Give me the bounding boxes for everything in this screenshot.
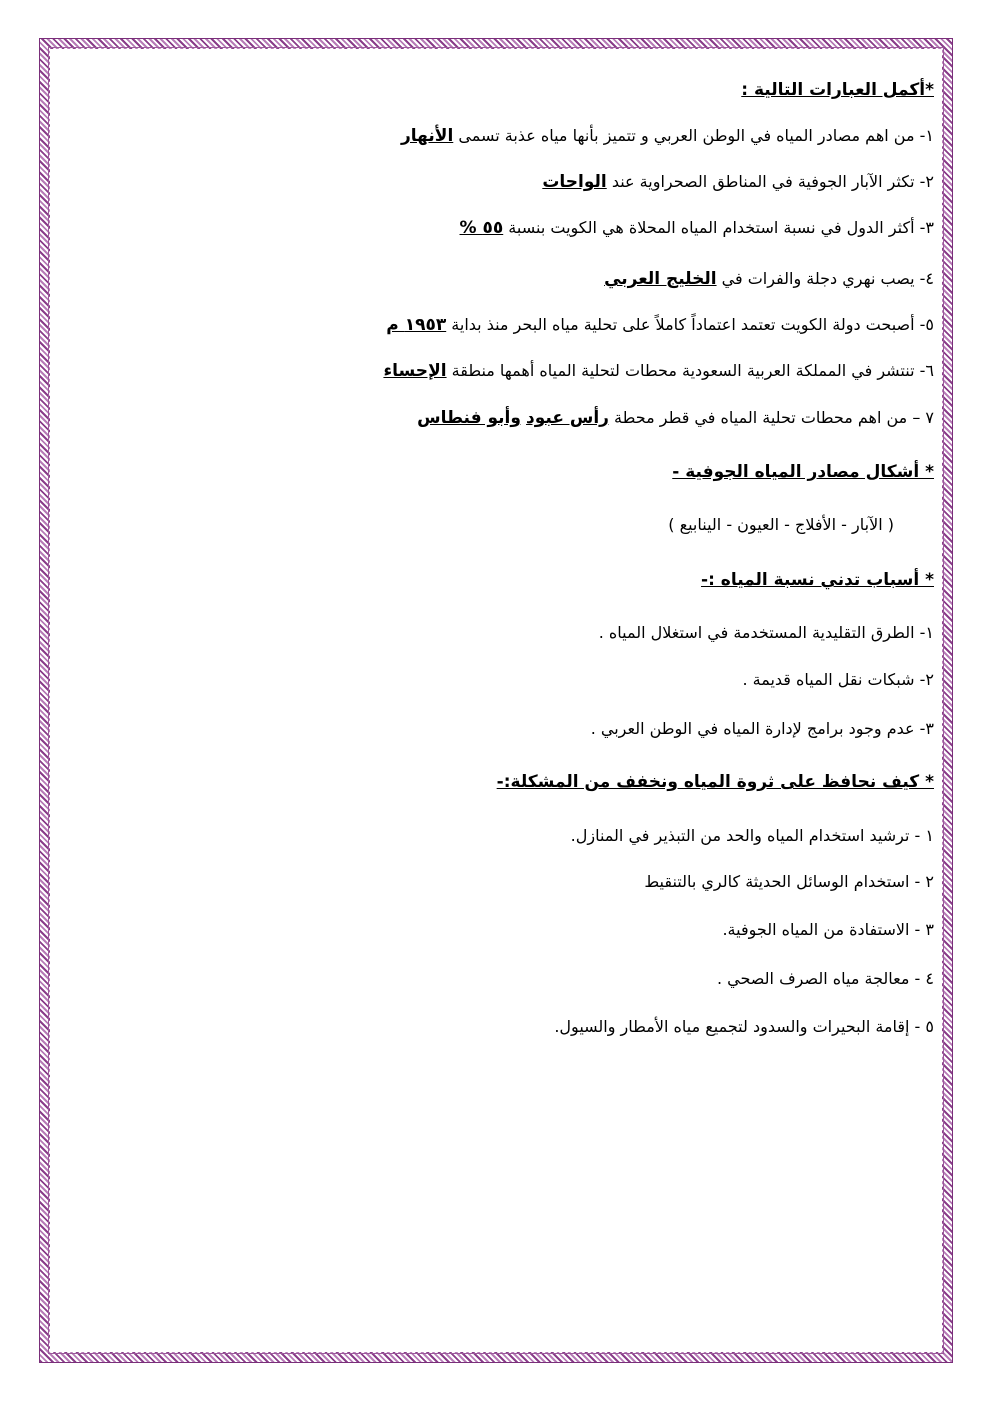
answer: وأبو فنطاس [417,408,521,428]
preserve-heading: * كيف نحافظ على ثروة المياه ونخفف من المشكلة:- [496,772,934,792]
preserve-item-4: ٤ - معالجة مياه الصرف الصحي . [716,969,934,988]
answer: الأنهار [401,126,454,146]
cause-item-3: ٣- عدم وجود برامج لإدارة المياه في الوطن العربي . [590,719,934,738]
completion-heading: *أكمل العبارات التالية : [741,80,934,100]
preserve-item-1: ١ - ترشيد استخدام المياه والحد من التبذير في المنازل. [570,826,934,845]
answer: الواحات [542,172,607,192]
cause-item-2: ٢- شبكات نقل المياه قديمة . [742,670,934,689]
completion-item-4: ٤- يصب نهري دجلة والفرات في الخليج العربي [604,269,934,289]
groundwater-list: ( الآبار - الأفلاج - العيون - الينابيع ) [668,515,894,534]
completion-item-2: ٢- تكثر الآبار الجوفية في المناطق الصحراوية عند الواحات [542,172,934,192]
completion-item-1: ١- من اهم مصادر المياه في الوطن العربي و تتميز بأنها مياه عذبة تسمى الأنهار [401,126,934,146]
answer: ١٩٥٣ م [386,315,447,335]
page-inner-border [48,47,944,1354]
cause-item-1: ١- الطرق التقليدية المستخدمة في استغلال المياه . [598,623,934,642]
answer: رأس عبود [526,408,609,428]
groundwater-heading: * أشكال مصادر المياه الجوفية - [672,462,934,482]
completion-item-6: ٦- تنتشر في المملكة العربية السعودية محطات لتحلية المياه أهمها منطقة الإحساء [383,361,934,381]
answer: الإحساء [383,361,447,381]
causes-heading: * أسباب تدني نسبة المياه :- [701,570,934,590]
answer: ٥٥ % [459,218,504,238]
completion-item-3: ٣- أكثر الدول في نسبة استخدام المياه المحلاة هي الكويت بنسبة ٥٥ % [459,218,934,238]
preserve-item-2: ٢ - استخدام الوسائل الحديثة كالري بالتنقيط [644,872,934,891]
completion-item-5: ٥- أصبحت دولة الكويت تعتمد اعتماداً كاملاً على تحلية مياه البحر منذ بداية ١٩٥٣ م [386,315,934,335]
preserve-item-3: ٣ - الاستفادة من المياه الجوفية. [722,920,934,939]
answer: الخليج العربي [604,269,717,289]
completion-item-7: ٧ – من اهم محطات تحلية المياه في قطر محطة رأس عبود وأبو فنطاس [417,408,934,428]
preserve-item-5: ٥ - إقامة البحيرات والسدود لتجميع مياه الأمطار والسيول. [554,1017,934,1036]
